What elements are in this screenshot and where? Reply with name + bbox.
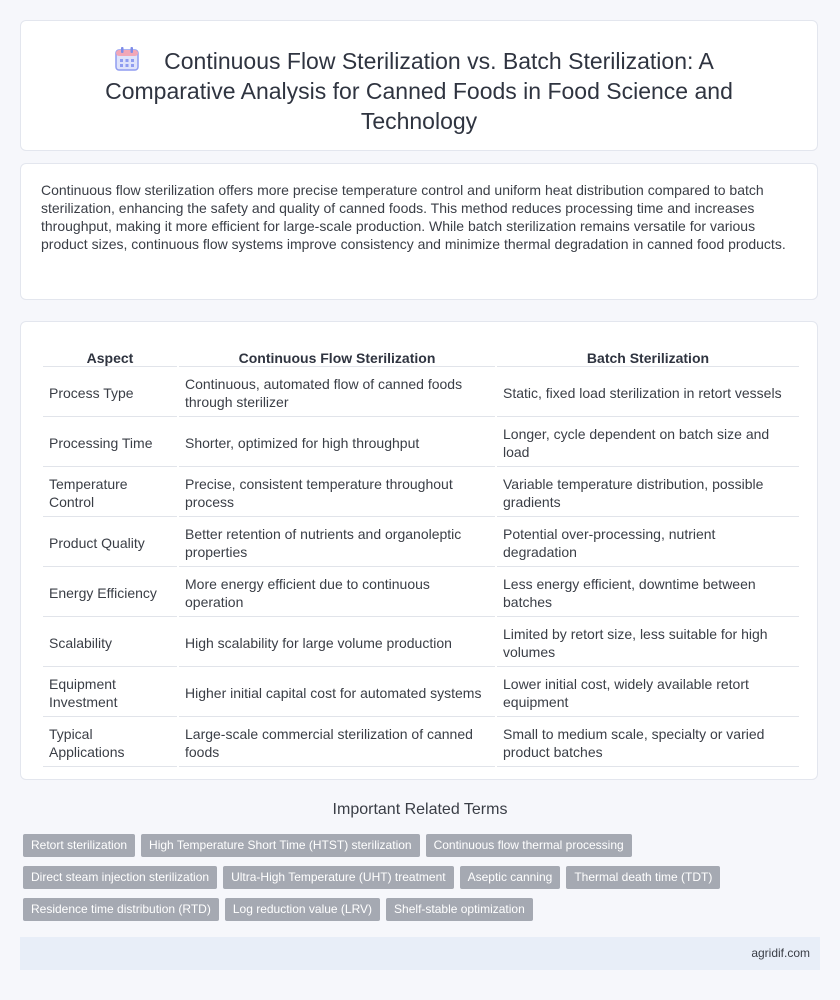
table-cell-batch: Limited by retort size, less suitable for high volumes — [497, 619, 799, 667]
column-header-aspect: Aspect — [43, 344, 177, 367]
related-term-tag[interactable]: Shelf-stable optimization — [386, 898, 533, 921]
table-row — [43, 569, 799, 617]
related-terms-title: Important Related Terms — [332, 801, 508, 818]
table-row — [43, 419, 799, 467]
table-cell-batch: Longer, cycle dependent on batch size and load — [497, 419, 799, 467]
table-cell-continuous: More energy efficient due to continuous operation — [179, 569, 495, 617]
table-cell-aspect: Equipment Investment — [43, 669, 177, 717]
table-cell-batch: Small to medium scale, specialty or varied product batches — [497, 719, 799, 767]
table-cell-continuous: Shorter, optimized for high throughput — [179, 419, 495, 467]
table-cell-batch: Static, fixed load sterilization in retort vessels — [497, 369, 799, 417]
related-term-tag[interactable]: Direct steam injection sterilization — [23, 866, 217, 889]
table-cell-aspect: Typical Applications — [43, 719, 177, 767]
table-header-row — [43, 344, 799, 367]
table-cell-aspect: Process Type — [43, 369, 177, 417]
related-terms-row — [23, 834, 632, 857]
footer — [20, 937, 820, 970]
related-term-tag[interactable]: High Temperature Short Time (HTST) sterilization — [141, 834, 420, 857]
table-cell-aspect: Energy Efficiency — [43, 569, 177, 617]
related-term-tag[interactable]: Thermal death time (TDT) — [566, 866, 720, 889]
column-header-batch: Batch Sterilization — [497, 344, 799, 367]
table-cell-batch: Less energy efficient, downtime between batches — [497, 569, 799, 617]
table-cell-aspect: Temperature Control — [43, 469, 177, 517]
table-cell-continuous: Precise, consistent temperature throughout process — [179, 469, 495, 517]
related-term-tag[interactable]: Log reduction value (LRV) — [225, 898, 380, 921]
table-row — [43, 369, 799, 417]
table-cell-continuous: Higher initial capital cost for automated systems — [179, 669, 495, 717]
summary-card — [20, 163, 818, 300]
table-row — [43, 719, 799, 767]
table-cell-continuous: Large-scale commercial sterilization of canned foods — [179, 719, 495, 767]
table-cell-aspect: Processing Time — [43, 419, 177, 467]
comparison-table-card — [20, 321, 818, 780]
table-row — [43, 669, 799, 717]
related-term-tag[interactable]: Residence time distribution (RTD) — [23, 898, 219, 921]
related-term-tag[interactable]: Continuous flow thermal processing — [426, 834, 632, 857]
comparison-table — [41, 342, 801, 769]
table-cell-aspect: Scalability — [43, 619, 177, 667]
summary-text: Continuous flow sterilization offers more precise temperature control and uniform heat distribution compared to batch sterilization, enhancing the safety and quality of canned foods. This method reduces processing time and increases throughput, making it more efficient for large-scale production. While batch sterilization remains versatile for various product sizes, continuous flow systems improve consistency and minimize thermal degradation in canned food products. — [41, 182, 786, 252]
table-cell-continuous: Continuous, automated flow of canned foods through sterilizer — [179, 369, 495, 417]
table-row — [43, 619, 799, 667]
header-card — [20, 20, 818, 151]
related-terms-row — [23, 866, 720, 889]
table-cell-batch: Potential over-processing, nutrient degradation — [497, 519, 799, 567]
table-row — [43, 469, 799, 517]
page-title: Continuous Flow Sterilization vs. Batch Sterilization: A Comparative Analysis for Canned Foods in Food Science and Technology — [105, 48, 733, 134]
related-terms-row — [23, 898, 533, 921]
footer-site-link[interactable]: agridif.com — [751, 946, 810, 960]
related-term-tag[interactable]: Ultra-High Temperature (UHT) treatment — [223, 866, 454, 889]
table-row — [43, 519, 799, 567]
table-cell-aspect: Product Quality — [43, 519, 177, 567]
table-cell-continuous: High scalability for large volume production — [179, 619, 495, 667]
related-term-tag[interactable]: Aseptic canning — [460, 866, 561, 889]
column-header-continuous: Continuous Flow Sterilization — [179, 344, 495, 367]
related-term-tag[interactable]: Retort sterilization — [23, 834, 135, 857]
table-cell-continuous: Better retention of nutrients and organoleptic properties — [179, 519, 495, 567]
table-cell-batch: Lower initial cost, widely available retort equipment — [497, 669, 799, 717]
table-cell-batch: Variable temperature distribution, possible gradients — [497, 469, 799, 517]
